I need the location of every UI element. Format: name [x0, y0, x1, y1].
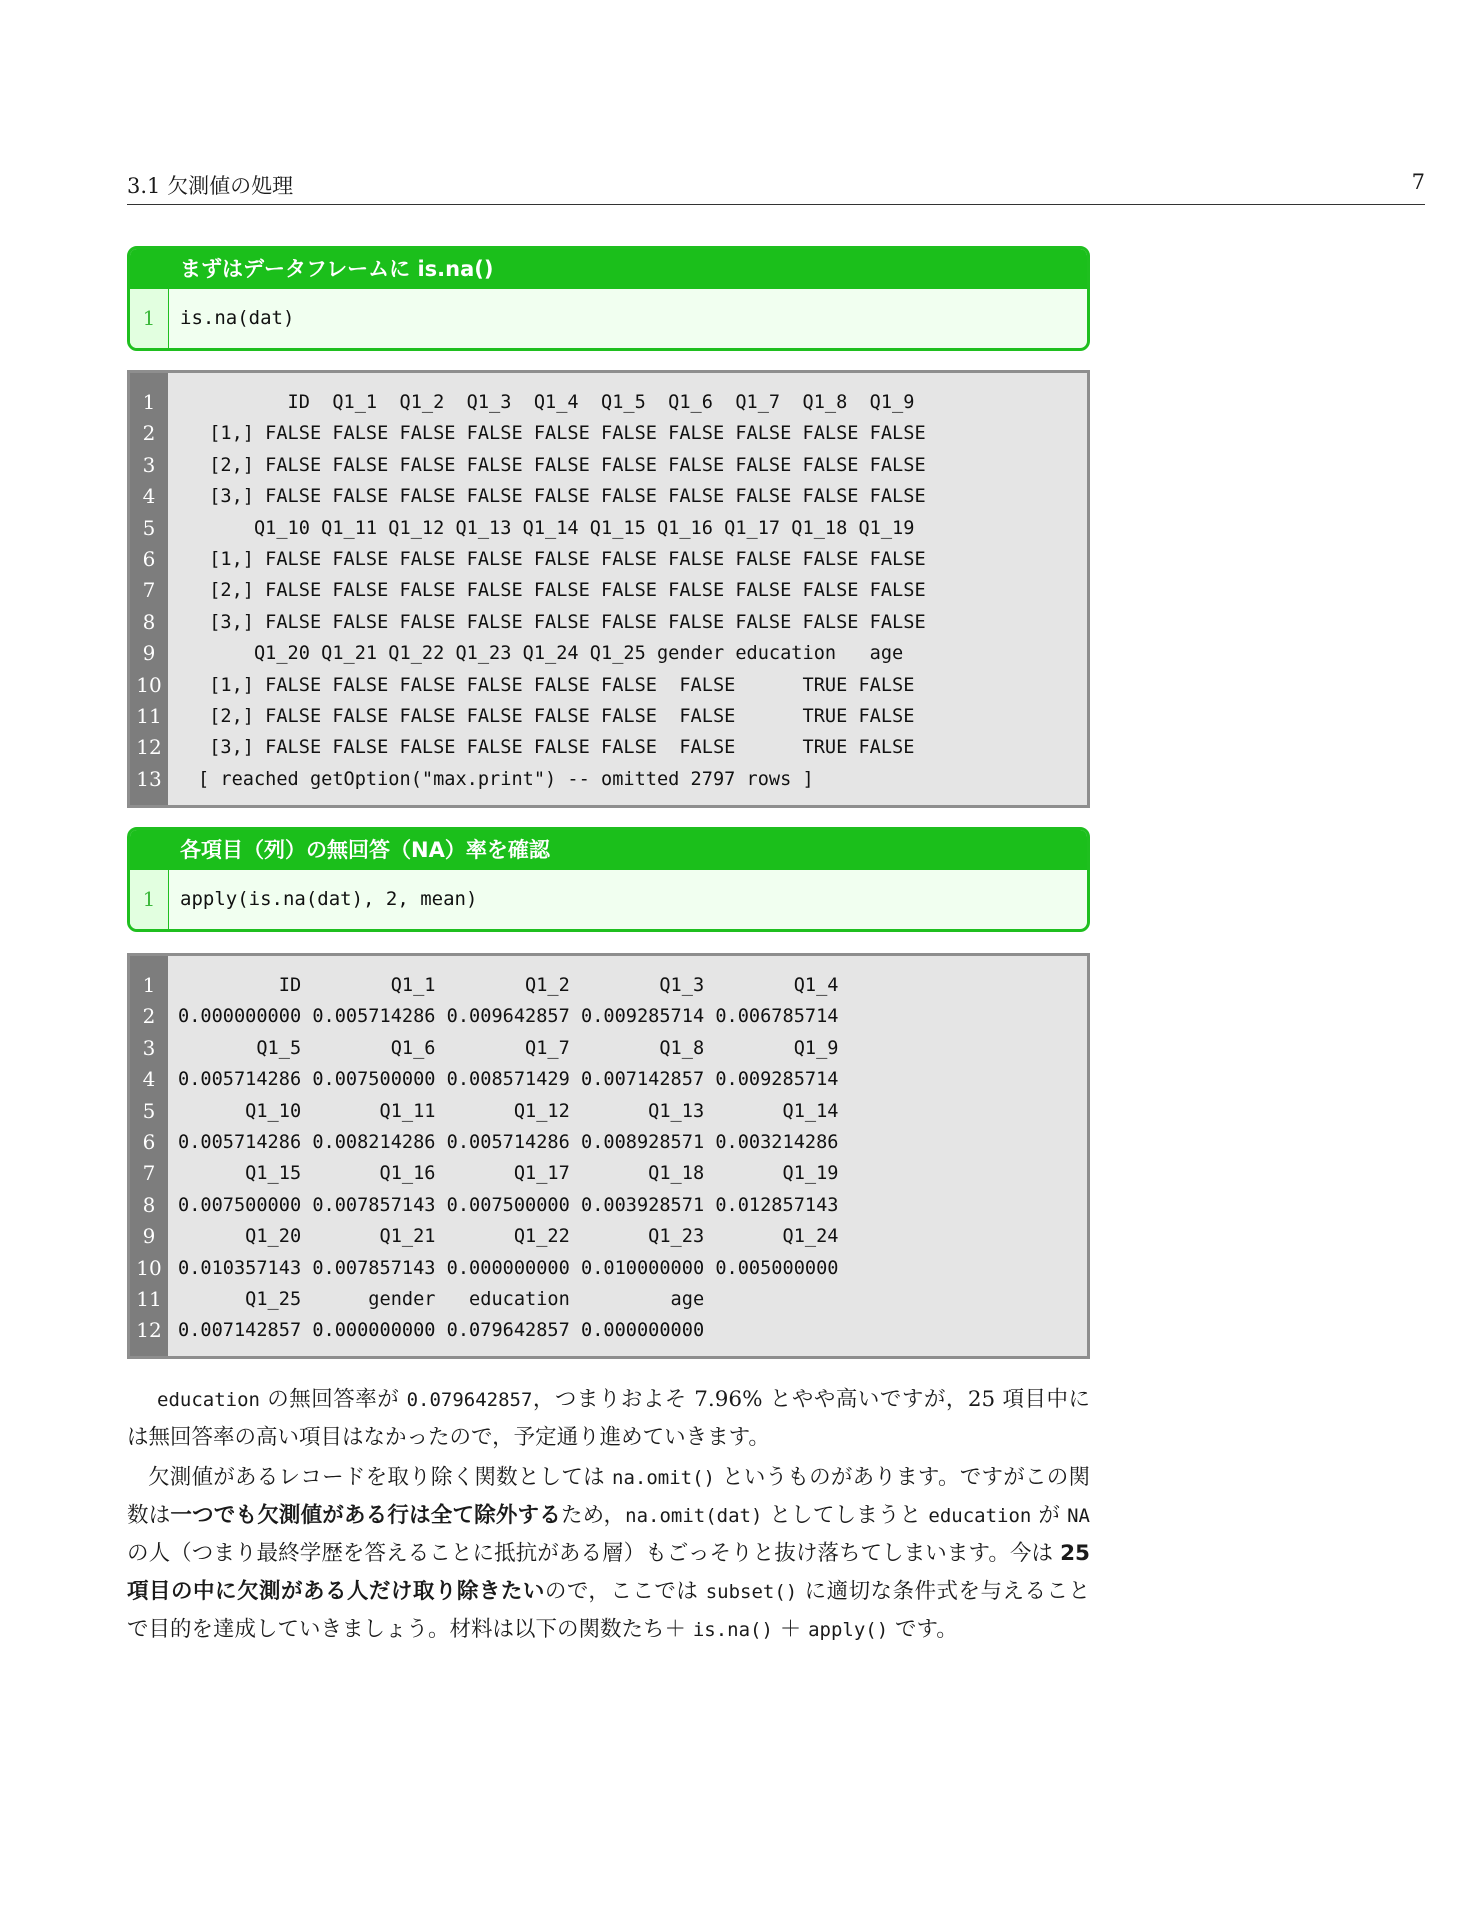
output-line	[130, 418, 1087, 449]
inline-code: apply()	[808, 1619, 889, 1641]
output-line-text: [2,] FALSE FALSE FALSE FALSE FALSE FALSE FALSE TRUE FALSE	[198, 706, 915, 727]
output-line	[130, 1253, 1087, 1284]
output-line	[130, 1158, 1087, 1189]
output-line-text: [1,] FALSE FALSE FALSE FALSE FALSE FALSE FALSE FALSE FALSE FALSE	[198, 423, 926, 445]
emphasis: 一つでも欠測値がある行は全て除外する	[170, 1503, 561, 1528]
text-run: 欠測値があるレコードを取り除く関数としては	[148, 1465, 613, 1490]
output-line-number: 2	[142, 421, 156, 446]
output-line	[130, 607, 1087, 638]
output-line-number: 5	[142, 1098, 156, 1123]
output-line-number: 7	[142, 578, 156, 603]
output-line-text: [ reached getOption("max.print") -- omitted 2797 rows ]	[198, 768, 814, 790]
output-line-text: Q1_20 Q1_21 Q1_22 Q1_23 Q1_24 Q1_25 gender education age	[198, 643, 904, 665]
output-line-text: Q1_10 Q1_11 Q1_12 Q1_13 Q1_14	[178, 1100, 839, 1122]
output-line-number: 1	[142, 390, 156, 414]
inline-code: subset()	[705, 1581, 798, 1603]
inline-code: na.omit(dat)	[625, 1505, 763, 1527]
page-number: 7	[1411, 170, 1425, 194]
output-line-number: 2	[142, 1004, 156, 1029]
output-line-number: 7	[142, 1161, 156, 1186]
text-run: ＋	[772, 1617, 809, 1642]
text-run: の人（つまり最終学歴を答えることに抵抗がある層）もごっそりと抜け落ちてしまいます。今は	[127, 1541, 1061, 1566]
output-line-number: 9	[142, 1224, 156, 1249]
output-line	[130, 450, 1087, 481]
output-line-text: Q1_25 gender education age	[178, 1289, 705, 1310]
output-line	[130, 1033, 1087, 1064]
output-line-number: 12	[136, 735, 162, 760]
output-line	[130, 764, 1087, 795]
output-line	[130, 1096, 1087, 1127]
body-paragraph-1	[127, 1381, 1090, 1457]
output-line	[130, 732, 1087, 763]
running-header	[127, 168, 1425, 205]
output-line-number: 3	[142, 452, 156, 477]
code-block-1-title: まずはデータフレームに is.na()	[130, 249, 1087, 289]
output-block-2	[127, 953, 1090, 1359]
output-line-number: 11	[136, 1287, 162, 1311]
output-line-number: 10	[136, 672, 162, 697]
inline-code: is.na()	[692, 1619, 773, 1641]
output-block-1	[127, 370, 1090, 808]
output-line-text: 0.005714286 0.008214286 0.005714286 0.008928571 0.003214286	[178, 1132, 839, 1153]
output-line	[130, 638, 1087, 669]
text-run: の無回答率が	[259, 1387, 407, 1412]
output-line	[130, 1127, 1087, 1158]
text-run: ため，	[560, 1503, 626, 1528]
output-line-text: ID Q1_1 Q1_2 Q1_3 Q1_4	[178, 975, 839, 996]
inline-code: education	[157, 1389, 260, 1411]
output-line	[130, 1284, 1087, 1315]
output-line-text: 0.000000000 0.005714286 0.009642857 0.009285714 0.006785714	[178, 1006, 839, 1028]
output-line-number: 4	[142, 484, 156, 509]
inline-code: education	[928, 1505, 1032, 1527]
text-run: が	[1031, 1503, 1068, 1528]
output-line-number: 4	[142, 1067, 156, 1092]
output-line-text: [2,] FALSE FALSE FALSE FALSE FALSE FALSE FALSE FALSE FALSE FALSE	[198, 454, 926, 476]
output-line-number: 12	[136, 1318, 162, 1343]
output-line	[130, 1001, 1087, 1032]
output-line-text: 0.005714286 0.007500000 0.008571429 0.007142857 0.009285714	[178, 1069, 839, 1091]
output-line-text: 0.007142857 0.000000000 0.079642857 0.000000000	[178, 1320, 705, 1342]
output-line-number: 8	[142, 1192, 156, 1217]
output-line-text: Q1_10 Q1_11 Q1_12 Q1_13 Q1_14 Q1_15 Q1_16 Q1_17 Q1_18 Q1_19	[198, 517, 915, 539]
inline-code: 0.079642857	[406, 1389, 533, 1411]
text-run: ので，ここでは	[544, 1579, 706, 1604]
output-line-number: 13	[136, 766, 162, 791]
output-line-number: 10	[136, 1255, 162, 1280]
output-line	[130, 701, 1087, 732]
output-line-number: 9	[142, 641, 156, 666]
code-line: apply(is.na(dat), 2, mean)	[180, 888, 478, 910]
text-run: です。	[888, 1617, 958, 1642]
output-line-text: [1,] FALSE FALSE FALSE FALSE FALSE FALSE FALSE TRUE FALSE	[198, 674, 915, 696]
output-line-number: 11	[136, 704, 162, 728]
output-line	[130, 970, 1087, 1001]
text-run: というものがあります。ですがこの関数は	[127, 1465, 1090, 1528]
output-line-text: 0.010357143 0.007857143 0.000000000 0.010000000 0.005000000	[178, 1257, 839, 1279]
output-line-number: 1	[142, 973, 156, 997]
output-line	[130, 1064, 1087, 1095]
output-line-number: 5	[142, 515, 156, 540]
inline-code: NA	[1067, 1505, 1090, 1527]
output-line-text: 0.007500000 0.007857143 0.007500000 0.003928571 0.012857143	[178, 1194, 839, 1216]
output-line-text: [3,] FALSE FALSE FALSE FALSE FALSE FALSE FALSE FALSE FALSE FALSE	[198, 611, 926, 633]
inline-code: na.omit()	[612, 1467, 715, 1489]
code-block-1	[127, 246, 1090, 351]
output-line	[130, 513, 1087, 544]
output-line-text: ID Q1_1 Q1_2 Q1_3 Q1_4 Q1_5 Q1_6 Q1_7 Q1_8 Q1_9	[198, 392, 915, 413]
code-block-2-title: 各項目（列）の無回答（NA）率を確認	[130, 830, 1087, 870]
output-line-text: [3,] FALSE FALSE FALSE FALSE FALSE FALSE FALSE TRUE FALSE	[198, 737, 915, 759]
text-run: としてしまうと	[762, 1503, 929, 1528]
output-line	[130, 1190, 1087, 1221]
output-line-number: 6	[142, 1130, 156, 1154]
output-line-number: 6	[142, 547, 156, 571]
code-block-1-body	[130, 289, 1087, 348]
emphasis: 25 項目の中に欠測がある人だけ取り除きたい	[127, 1541, 1090, 1604]
text-run: ，つまりおよそ 7.96% とやや高いですが，25 項目中には無回答率の高い項目はなかったので，予定通り進めていきます。	[127, 1387, 1090, 1450]
output-line	[130, 544, 1087, 575]
text-run: に適切な条件式を与えることで目的を達成していきましょう。材料は以下の関数たち＋	[127, 1579, 1090, 1642]
code-line-number: 1	[130, 870, 169, 929]
output-line	[130, 1221, 1087, 1252]
code-block-2-body	[130, 870, 1087, 929]
output-line	[130, 575, 1087, 606]
body-paragraph-2	[127, 1459, 1090, 1649]
output-line-text: Q1_15 Q1_16 Q1_17 Q1_18 Q1_19	[178, 1163, 839, 1185]
output-line-number: 3	[142, 1035, 156, 1060]
output-line-text: [2,] FALSE FALSE FALSE FALSE FALSE FALSE FALSE FALSE FALSE FALSE	[198, 580, 926, 602]
output-line	[130, 1315, 1087, 1346]
output-line	[130, 670, 1087, 701]
output-line	[130, 387, 1087, 418]
code-line-number: 1	[130, 289, 169, 348]
output-line-text: Q1_5 Q1_6 Q1_7 Q1_8 Q1_9	[178, 1037, 839, 1059]
output-line	[130, 481, 1087, 512]
output-line-text: Q1_20 Q1_21 Q1_22 Q1_23 Q1_24	[178, 1226, 839, 1248]
section-title: 3.1 欠測値の処理	[127, 174, 294, 198]
output-line-text: [1,] FALSE FALSE FALSE FALSE FALSE FALSE FALSE FALSE FALSE FALSE	[198, 549, 926, 570]
code-block-2	[127, 827, 1090, 932]
output-line-number: 8	[142, 609, 156, 634]
output-line-text: [3,] FALSE FALSE FALSE FALSE FALSE FALSE FALSE FALSE FALSE FALSE	[198, 486, 926, 508]
code-line: is.na(dat)	[180, 307, 295, 329]
